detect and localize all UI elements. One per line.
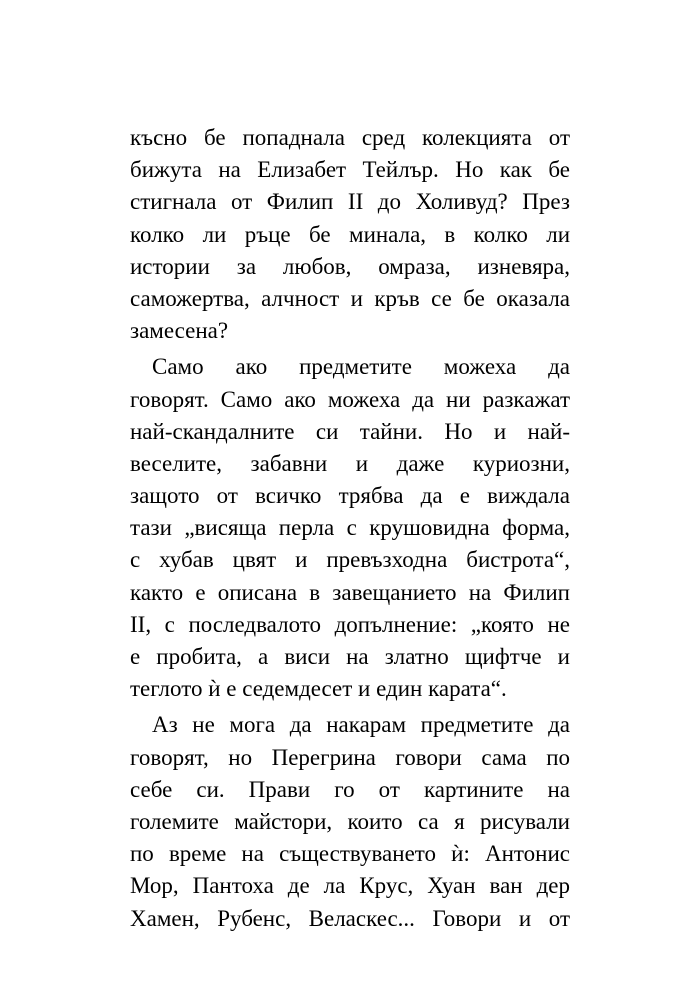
text-line: Само ако предметите можеха да xyxy=(152,354,570,380)
text-line: теглото ѝ е седемдесет и един карата“. xyxy=(130,676,507,702)
text-line: големите майстори, които са я рисували xyxy=(130,808,570,834)
text-line: Аз не мога да накарам предметите да xyxy=(152,712,570,738)
body-text xyxy=(130,122,570,935)
text-line: замесена? xyxy=(130,318,229,344)
text-line: защото от всичко трябва да е виждала xyxy=(130,483,570,509)
text-line: е пробита, а виси на златно щифтче и xyxy=(130,644,570,669)
text-line: II, с последвалото допълнение: „която не xyxy=(130,611,570,637)
text-line: саможертва, алчност и кръв се бе оказала xyxy=(130,285,570,311)
paragraph xyxy=(130,122,570,347)
text-line: по време на съществуването ѝ: Антонис xyxy=(130,841,570,867)
text-line: себе си. Прави го от картините на xyxy=(130,776,570,802)
text-line: колко ли ръце бе минала, в колко ли xyxy=(130,221,570,247)
text-line: най-скандалните си тайни. Но и най- xyxy=(130,418,570,444)
text-line: истории за любов, омраза, изневяра, xyxy=(130,253,570,279)
text-line: бижута на Елизабет Тейлър. Но как бе xyxy=(130,157,570,183)
paragraph xyxy=(130,709,570,934)
text-line: Хамен, Рубенс, Веласкес... Говори и от xyxy=(130,905,570,931)
text-line: с хубав цвят и превъзходна бистрота“, xyxy=(130,547,570,573)
text-line: говорят, но Перегрина говори сама по xyxy=(130,744,570,770)
text-line: както е описана в завещанието на Филип xyxy=(130,579,570,605)
text-line: Мор, Пантоха де ла Крус, Хуан ван дер xyxy=(130,873,570,899)
text-line: тази „висяща перла с крушовидна форма, xyxy=(130,515,570,541)
text-line: късно бе попаднала сред колекцията от xyxy=(130,125,570,150)
text-line: говорят. Само ако можеха да ни разкажат xyxy=(130,386,570,412)
text-line: веселите, забавни и даже куриозни, xyxy=(130,450,570,476)
text-line: стигнала от Филип II до Холивуд? През xyxy=(130,189,570,215)
paragraph xyxy=(130,351,570,705)
